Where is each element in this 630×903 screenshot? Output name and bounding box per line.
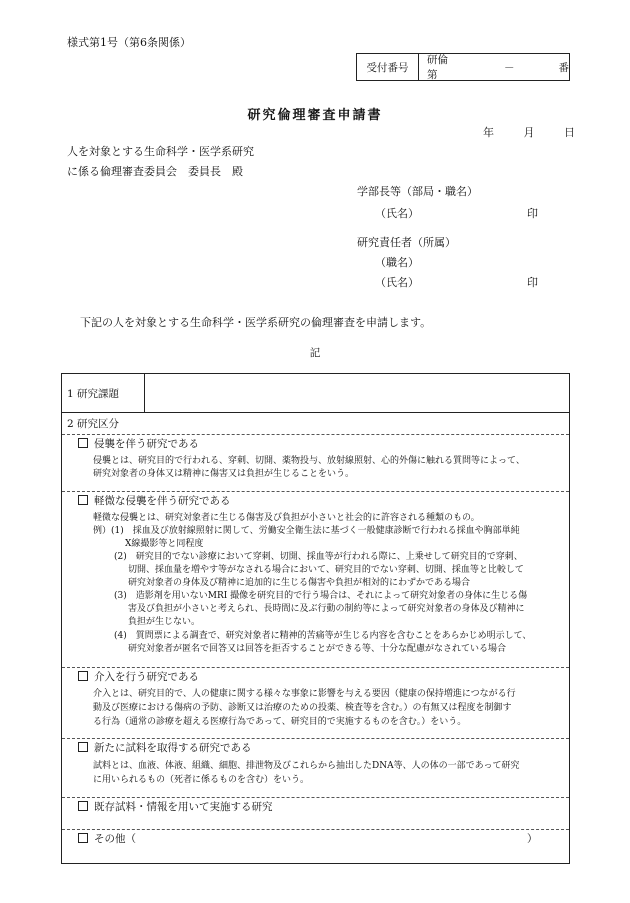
desc-line: 試料とは、血液、体液、組織、細胞、排泄物及びこれらから抽出したDNA等、人の体の一部であって研究 bbox=[93, 761, 520, 771]
desc-line: 動及び医療における傷病の予防、診断又は治療のための投薬、検査等を含む。）の有無又は程度を制御す bbox=[93, 703, 512, 713]
form-number-label: 様式第1号（第6条関係） bbox=[67, 36, 191, 49]
divider bbox=[62, 738, 569, 739]
receipt-label: 受付番号 bbox=[357, 54, 419, 80]
addressee-line2: に係る倫理審査委員会 委員長 殿 bbox=[67, 165, 243, 178]
option-minor-invasive[interactable]: 軽微な侵襲を伴う研究である bbox=[78, 494, 231, 508]
desc-line: に用いられるもの（死者に係るものを含む）をいう。 bbox=[93, 775, 310, 785]
research-title-label: 1 研究課題 bbox=[62, 374, 145, 412]
date-day: 日 bbox=[564, 126, 575, 139]
desc-line: 介入とは、研究目的で、人の健康に関する様々な事象に影響を与える要因（健康の保持増進につながる行 bbox=[93, 689, 516, 699]
request-statement: 下記の人を対象とする生命科学・医学系研究の倫理審査を申請します。 bbox=[80, 316, 432, 329]
desc-line: 研究対象者の身体又は精神に傷害又は負担が生じることをいう。 bbox=[93, 469, 355, 479]
pi-position-field[interactable]: （職名） bbox=[375, 256, 419, 269]
date-year: 年 bbox=[483, 126, 494, 139]
addressee-line1: 人を対象とする生命科学・医学系研究 bbox=[67, 145, 254, 158]
option-other[interactable]: その他（ bbox=[78, 832, 136, 846]
desc-line: (4) 質問票による調査で、研究対象者に精神的苦痛等が生じる内容を含むことをあらかじめ明示して、 bbox=[114, 631, 532, 641]
research-category-label: 2 研究区分 bbox=[67, 417, 120, 430]
desc-line: 軽微な侵襲とは、研究対象者に生じる傷害及び負担が小さいと社会的に許容される種類のもの。 bbox=[93, 513, 480, 523]
checkbox[interactable] bbox=[78, 742, 88, 752]
option-existing-samples[interactable]: 既存試料・情報を用いて実施する研究 bbox=[78, 800, 273, 814]
dean-seal: 印 bbox=[527, 207, 538, 220]
option-intervention[interactable]: 介入を行う研究である bbox=[78, 670, 199, 684]
receipt-number-field[interactable] bbox=[419, 52, 569, 82]
option-invasive[interactable]: 侵襲を伴う研究である bbox=[78, 437, 199, 451]
option-new-samples[interactable]: 新たに試料を取得する研究である bbox=[78, 741, 252, 755]
desc-line: 研究対象者の身体及び精神に追加的に生じる傷害や負担が相対的にわずかである場合 bbox=[128, 578, 471, 588]
checkbox[interactable] bbox=[78, 801, 88, 811]
dean-name-field[interactable]: （氏名） bbox=[375, 207, 419, 220]
pi-name-field[interactable]: （氏名） bbox=[375, 276, 419, 289]
desc-line: 負担が生じない。 bbox=[128, 617, 201, 627]
checkbox[interactable] bbox=[78, 495, 88, 505]
document-title: 研究倫理審査申請書 bbox=[247, 108, 383, 123]
divider bbox=[62, 829, 569, 830]
checkbox[interactable] bbox=[78, 671, 88, 681]
divider bbox=[62, 434, 569, 435]
checkbox[interactable] bbox=[78, 438, 88, 448]
pi-affiliation-label: 研究責任者（所属） bbox=[357, 236, 456, 249]
receipt-number-box bbox=[356, 53, 570, 81]
receipt-dash: － bbox=[504, 61, 515, 74]
desc-line: 例）(1) 採血及び放射線照射に関して、労働安全衛生法に基づく一般健康診断で行われる採血や胸部単純 bbox=[93, 526, 520, 536]
desc-line: (2) 研究目的でない診療において穿刺、切開、採血等が行われる際に、上乗せして研究目的で穿刺、 bbox=[114, 552, 523, 562]
divider bbox=[62, 491, 569, 492]
receipt-suffix: 番 bbox=[558, 61, 569, 74]
ki-heading: 記 bbox=[309, 347, 321, 359]
divider bbox=[62, 667, 569, 668]
research-title-row bbox=[62, 374, 569, 413]
checkbox[interactable] bbox=[78, 833, 88, 843]
dean-label: 学部長等（部局・職名） bbox=[357, 185, 478, 198]
desc-line: (3) 造影剤を用いないMRI 撮像を研究目的で行う場合は、それによって研究対象者の身体に生じる傷 bbox=[114, 591, 528, 601]
divider bbox=[62, 797, 569, 798]
application-table bbox=[61, 373, 570, 864]
desc-line: る行為（通常の診療を超える医療行為であって、研究目的で実施するものを含む。）をいう。 bbox=[93, 717, 467, 727]
pi-seal: 印 bbox=[527, 276, 538, 289]
desc-line: 侵襲とは、研究目的で行われる、穿刺、切開、薬物投与、放射線照射、心的外傷に触れる質問等によって、 bbox=[93, 456, 525, 466]
desc-line: X線撮影等と同程度 bbox=[125, 539, 204, 549]
desc-line: 害及び負担が小さいと考えられ、長時間に及ぶ行動の制約等によって研究対象者の身体及び精神に bbox=[128, 604, 525, 614]
date-line[interactable] bbox=[483, 126, 575, 140]
date-month: 月 bbox=[523, 126, 535, 139]
research-title-input[interactable] bbox=[146, 374, 569, 412]
option-other-close: ） bbox=[527, 833, 538, 845]
receipt-prefix: 研倫第 bbox=[427, 54, 448, 81]
desc-line: 研究対象者が匿名で回答又は回答を拒否することができる等、十分な配慮がなされている場合 bbox=[128, 644, 507, 654]
desc-line: 切開、採血量を増やす等がなされる場合において、研究目的でない穿刺、切開、採血等と比較して bbox=[128, 565, 524, 575]
